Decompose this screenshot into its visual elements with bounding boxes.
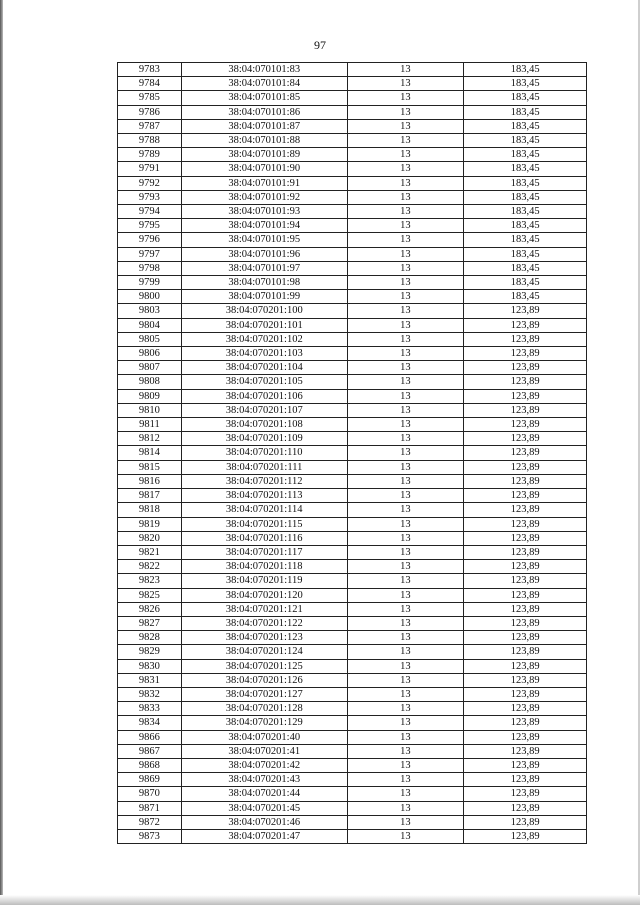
table-row bbox=[118, 190, 587, 204]
value-cell: 123,89 bbox=[464, 645, 587, 659]
cadastral-number-cell: 38:04:070101:94 bbox=[181, 219, 347, 233]
count-cell: 13 bbox=[347, 460, 464, 474]
table-row bbox=[118, 460, 587, 474]
value-cell: 123,89 bbox=[464, 730, 587, 744]
cadastral-number-cell: 38:04:070201:128 bbox=[181, 702, 347, 716]
table-row bbox=[118, 261, 587, 275]
row-number-cell: 9873 bbox=[118, 829, 182, 843]
row-number-cell: 9829 bbox=[118, 645, 182, 659]
cadastral-number-cell: 38:04:070201:46 bbox=[181, 815, 347, 829]
value-cell: 123,89 bbox=[464, 716, 587, 730]
cadastral-number-cell: 38:04:070201:45 bbox=[181, 801, 347, 815]
count-cell: 13 bbox=[347, 233, 464, 247]
cadastral-number-cell: 38:04:070201:129 bbox=[181, 716, 347, 730]
table-row bbox=[118, 63, 587, 77]
count-cell: 13 bbox=[347, 205, 464, 219]
table-row bbox=[118, 645, 587, 659]
count-cell: 13 bbox=[347, 545, 464, 559]
cadastral-number-cell: 38:04:070201:127 bbox=[181, 687, 347, 701]
value-cell: 183,45 bbox=[464, 261, 587, 275]
value-cell: 123,89 bbox=[464, 432, 587, 446]
row-number-cell: 9798 bbox=[118, 261, 182, 275]
row-number-cell: 9820 bbox=[118, 531, 182, 545]
count-cell: 13 bbox=[347, 190, 464, 204]
value-cell: 183,45 bbox=[464, 276, 587, 290]
row-number-cell: 9809 bbox=[118, 389, 182, 403]
count-cell: 13 bbox=[347, 304, 464, 318]
table-row bbox=[118, 531, 587, 545]
value-cell: 123,89 bbox=[464, 702, 587, 716]
value-cell: 123,89 bbox=[464, 545, 587, 559]
row-number-cell: 9822 bbox=[118, 560, 182, 574]
table-row bbox=[118, 659, 587, 673]
value-cell: 123,89 bbox=[464, 531, 587, 545]
row-number-cell: 9815 bbox=[118, 460, 182, 474]
cadastral-number-cell: 38:04:070101:93 bbox=[181, 205, 347, 219]
cadastral-number-cell: 38:04:070101:99 bbox=[181, 290, 347, 304]
cadastral-number-cell: 38:04:070201:106 bbox=[181, 389, 347, 403]
table-row bbox=[118, 503, 587, 517]
value-cell: 183,45 bbox=[464, 176, 587, 190]
row-number-cell: 9821 bbox=[118, 545, 182, 559]
row-number-cell: 9806 bbox=[118, 347, 182, 361]
table-row bbox=[118, 105, 587, 119]
table-row bbox=[118, 304, 587, 318]
cadastral-number-cell: 38:04:070101:97 bbox=[181, 261, 347, 275]
value-cell: 123,89 bbox=[464, 659, 587, 673]
table-row bbox=[118, 489, 587, 503]
page-number: 97 bbox=[314, 38, 326, 52]
cadastral-number-cell: 38:04:070101:90 bbox=[181, 162, 347, 176]
count-cell: 13 bbox=[347, 332, 464, 346]
row-number-cell: 9796 bbox=[118, 233, 182, 247]
scan-left-edge bbox=[0, 0, 3, 905]
cadastral-number-cell: 38:04:070201:117 bbox=[181, 545, 347, 559]
value-cell: 183,45 bbox=[464, 148, 587, 162]
row-number-cell: 9810 bbox=[118, 403, 182, 417]
row-number-cell: 9784 bbox=[118, 77, 182, 91]
value-cell: 183,45 bbox=[464, 162, 587, 176]
count-cell: 13 bbox=[347, 801, 464, 815]
value-cell: 123,89 bbox=[464, 758, 587, 772]
cadastral-number-cell: 38:04:070201:119 bbox=[181, 574, 347, 588]
count-cell: 13 bbox=[347, 829, 464, 843]
cadastral-number-cell: 38:04:070201:103 bbox=[181, 347, 347, 361]
count-cell: 13 bbox=[347, 773, 464, 787]
count-cell: 13 bbox=[347, 687, 464, 701]
value-cell: 123,89 bbox=[464, 474, 587, 488]
value-cell: 123,89 bbox=[464, 616, 587, 630]
cadastral-number-cell: 38:04:070201:40 bbox=[181, 730, 347, 744]
value-cell: 123,89 bbox=[464, 801, 587, 815]
count-cell: 13 bbox=[347, 105, 464, 119]
value-cell: 123,89 bbox=[464, 787, 587, 801]
row-number-cell: 9785 bbox=[118, 91, 182, 105]
row-number-cell: 9832 bbox=[118, 687, 182, 701]
value-cell: 183,45 bbox=[464, 105, 587, 119]
cadastral-number-cell: 38:04:070201:115 bbox=[181, 517, 347, 531]
cadastral-number-cell: 38:04:070201:109 bbox=[181, 432, 347, 446]
table-row bbox=[118, 687, 587, 701]
row-number-cell: 9807 bbox=[118, 361, 182, 375]
value-cell: 123,89 bbox=[464, 744, 587, 758]
cadastral-number-cell: 38:04:070201:126 bbox=[181, 673, 347, 687]
value-cell: 183,45 bbox=[464, 290, 587, 304]
cadastral-number-cell: 38:04:070101:96 bbox=[181, 247, 347, 261]
table-row bbox=[118, 91, 587, 105]
row-number-cell: 9794 bbox=[118, 205, 182, 219]
count-cell: 13 bbox=[347, 63, 464, 77]
cadastral-number-cell: 38:04:070101:91 bbox=[181, 176, 347, 190]
table-row bbox=[118, 758, 587, 772]
value-cell: 123,89 bbox=[464, 361, 587, 375]
table-row bbox=[118, 332, 587, 346]
row-number-cell: 9795 bbox=[118, 219, 182, 233]
value-cell: 123,89 bbox=[464, 673, 587, 687]
row-number-cell: 9827 bbox=[118, 616, 182, 630]
table-row bbox=[118, 517, 587, 531]
cadastral-number-cell: 38:04:070201:110 bbox=[181, 446, 347, 460]
table-row bbox=[118, 162, 587, 176]
count-cell: 13 bbox=[347, 176, 464, 190]
value-cell: 183,45 bbox=[464, 63, 587, 77]
table-row bbox=[118, 361, 587, 375]
row-number-cell: 9803 bbox=[118, 304, 182, 318]
row-number-cell: 9819 bbox=[118, 517, 182, 531]
row-number-cell: 9797 bbox=[118, 247, 182, 261]
cadastral-number-cell: 38:04:070201:121 bbox=[181, 602, 347, 616]
row-number-cell: 9828 bbox=[118, 631, 182, 645]
table-row bbox=[118, 588, 587, 602]
count-cell: 13 bbox=[347, 787, 464, 801]
cadastral-number-cell: 38:04:070201:120 bbox=[181, 588, 347, 602]
value-cell: 123,89 bbox=[464, 687, 587, 701]
row-number-cell: 9793 bbox=[118, 190, 182, 204]
row-number-cell: 9830 bbox=[118, 659, 182, 673]
row-number-cell: 9805 bbox=[118, 332, 182, 346]
table-row bbox=[118, 631, 587, 645]
count-cell: 13 bbox=[347, 418, 464, 432]
table-row bbox=[118, 815, 587, 829]
value-cell: 123,89 bbox=[464, 403, 587, 417]
count-cell: 13 bbox=[347, 403, 464, 417]
cadastral-number-cell: 38:04:070201:101 bbox=[181, 318, 347, 332]
table-row bbox=[118, 318, 587, 332]
table-row bbox=[118, 347, 587, 361]
cadastral-number-cell: 38:04:070201:111 bbox=[181, 460, 347, 474]
cadastral-number-cell: 38:04:070201:113 bbox=[181, 489, 347, 503]
count-cell: 13 bbox=[347, 645, 464, 659]
row-number-cell: 9868 bbox=[118, 758, 182, 772]
table-row bbox=[118, 560, 587, 574]
count-cell: 13 bbox=[347, 91, 464, 105]
table-row bbox=[118, 375, 587, 389]
value-cell: 123,89 bbox=[464, 602, 587, 616]
count-cell: 13 bbox=[347, 602, 464, 616]
count-cell: 13 bbox=[347, 375, 464, 389]
value-cell: 123,89 bbox=[464, 574, 587, 588]
cadastral-number-cell: 38:04:070201:104 bbox=[181, 361, 347, 375]
count-cell: 13 bbox=[347, 474, 464, 488]
count-cell: 13 bbox=[347, 361, 464, 375]
count-cell: 13 bbox=[347, 631, 464, 645]
row-number-cell: 9818 bbox=[118, 503, 182, 517]
count-cell: 13 bbox=[347, 318, 464, 332]
value-cell: 183,45 bbox=[464, 205, 587, 219]
value-cell: 123,89 bbox=[464, 815, 587, 829]
table-row bbox=[118, 219, 587, 233]
value-cell: 123,89 bbox=[464, 347, 587, 361]
count-cell: 13 bbox=[347, 389, 464, 403]
count-cell: 13 bbox=[347, 560, 464, 574]
row-number-cell: 9831 bbox=[118, 673, 182, 687]
cadastral-number-cell: 38:04:070201:41 bbox=[181, 744, 347, 758]
registry-table bbox=[117, 62, 587, 844]
table-row bbox=[118, 673, 587, 687]
row-number-cell: 9871 bbox=[118, 801, 182, 815]
row-number-cell: 9811 bbox=[118, 418, 182, 432]
row-number-cell: 9872 bbox=[118, 815, 182, 829]
row-number-cell: 9792 bbox=[118, 176, 182, 190]
cadastral-number-cell: 38:04:070201:112 bbox=[181, 474, 347, 488]
cadastral-number-cell: 38:04:070201:123 bbox=[181, 631, 347, 645]
table-row bbox=[118, 205, 587, 219]
table-row bbox=[118, 801, 587, 815]
count-cell: 13 bbox=[347, 758, 464, 772]
table-row bbox=[118, 744, 587, 758]
cadastral-number-cell: 38:04:070201:43 bbox=[181, 773, 347, 787]
value-cell: 123,89 bbox=[464, 318, 587, 332]
cadastral-number-cell: 38:04:070201:118 bbox=[181, 560, 347, 574]
table-row bbox=[118, 290, 587, 304]
row-number-cell: 9833 bbox=[118, 702, 182, 716]
value-cell: 123,89 bbox=[464, 829, 587, 843]
row-number-cell: 9812 bbox=[118, 432, 182, 446]
table-row bbox=[118, 148, 587, 162]
count-cell: 13 bbox=[347, 134, 464, 148]
value-cell: 183,45 bbox=[464, 190, 587, 204]
cadastral-number-cell: 38:04:070201:47 bbox=[181, 829, 347, 843]
cadastral-number-cell: 38:04:070201:107 bbox=[181, 403, 347, 417]
row-number-cell: 9823 bbox=[118, 574, 182, 588]
row-number-cell: 9825 bbox=[118, 588, 182, 602]
cadastral-number-cell: 38:04:070201:105 bbox=[181, 375, 347, 389]
table-row bbox=[118, 716, 587, 730]
row-number-cell: 9814 bbox=[118, 446, 182, 460]
cadastral-number-cell: 38:04:070101:85 bbox=[181, 91, 347, 105]
count-cell: 13 bbox=[347, 531, 464, 545]
cadastral-number-cell: 38:04:070101:92 bbox=[181, 190, 347, 204]
row-number-cell: 9804 bbox=[118, 318, 182, 332]
table-row bbox=[118, 233, 587, 247]
table-row bbox=[118, 730, 587, 744]
row-number-cell: 9834 bbox=[118, 716, 182, 730]
row-number-cell: 9791 bbox=[118, 162, 182, 176]
cadastral-number-cell: 38:04:070101:86 bbox=[181, 105, 347, 119]
cadastral-number-cell: 38:04:070201:42 bbox=[181, 758, 347, 772]
count-cell: 13 bbox=[347, 588, 464, 602]
row-number-cell: 9788 bbox=[118, 134, 182, 148]
count-cell: 13 bbox=[347, 517, 464, 531]
table-row bbox=[118, 247, 587, 261]
row-number-cell: 9826 bbox=[118, 602, 182, 616]
cadastral-number-cell: 38:04:070201:108 bbox=[181, 418, 347, 432]
row-number-cell: 9869 bbox=[118, 773, 182, 787]
cadastral-number-cell: 38:04:070101:89 bbox=[181, 148, 347, 162]
cadastral-number-cell: 38:04:070101:88 bbox=[181, 134, 347, 148]
value-cell: 123,89 bbox=[464, 560, 587, 574]
table-row bbox=[118, 119, 587, 133]
cadastral-number-cell: 38:04:070201:102 bbox=[181, 332, 347, 346]
value-cell: 123,89 bbox=[464, 489, 587, 503]
cadastral-number-cell: 38:04:070201:122 bbox=[181, 616, 347, 630]
row-number-cell: 9816 bbox=[118, 474, 182, 488]
cadastral-number-cell: 38:04:070101:87 bbox=[181, 119, 347, 133]
table-row bbox=[118, 276, 587, 290]
count-cell: 13 bbox=[347, 77, 464, 91]
row-number-cell: 9800 bbox=[118, 290, 182, 304]
table-row bbox=[118, 432, 587, 446]
count-cell: 13 bbox=[347, 247, 464, 261]
value-cell: 123,89 bbox=[464, 375, 587, 389]
value-cell: 183,45 bbox=[464, 134, 587, 148]
table-row bbox=[118, 403, 587, 417]
value-cell: 183,45 bbox=[464, 219, 587, 233]
table-row bbox=[118, 389, 587, 403]
table-row bbox=[118, 616, 587, 630]
cadastral-number-cell: 38:04:070101:83 bbox=[181, 63, 347, 77]
value-cell: 123,89 bbox=[464, 389, 587, 403]
count-cell: 13 bbox=[347, 148, 464, 162]
value-cell: 183,45 bbox=[464, 91, 587, 105]
table-row bbox=[118, 702, 587, 716]
table-row bbox=[118, 446, 587, 460]
value-cell: 183,45 bbox=[464, 119, 587, 133]
row-number-cell: 9786 bbox=[118, 105, 182, 119]
registry-table-body bbox=[118, 63, 587, 844]
table-row bbox=[118, 134, 587, 148]
count-cell: 13 bbox=[347, 673, 464, 687]
count-cell: 13 bbox=[347, 489, 464, 503]
table-row bbox=[118, 418, 587, 432]
row-number-cell: 9789 bbox=[118, 148, 182, 162]
value-cell: 123,89 bbox=[464, 773, 587, 787]
count-cell: 13 bbox=[347, 716, 464, 730]
cadastral-number-cell: 38:04:070101:95 bbox=[181, 233, 347, 247]
cadastral-number-cell: 38:04:070201:100 bbox=[181, 304, 347, 318]
row-number-cell: 9783 bbox=[118, 63, 182, 77]
value-cell: 123,89 bbox=[464, 418, 587, 432]
row-number-cell: 9866 bbox=[118, 730, 182, 744]
table-row bbox=[118, 773, 587, 787]
row-number-cell: 9787 bbox=[118, 119, 182, 133]
count-cell: 13 bbox=[347, 432, 464, 446]
count-cell: 13 bbox=[347, 162, 464, 176]
value-cell: 123,89 bbox=[464, 517, 587, 531]
cadastral-number-cell: 38:04:070201:125 bbox=[181, 659, 347, 673]
table-row bbox=[118, 829, 587, 843]
value-cell: 123,89 bbox=[464, 332, 587, 346]
table-row bbox=[118, 545, 587, 559]
scan-bottom-edge bbox=[0, 895, 640, 905]
count-cell: 13 bbox=[347, 276, 464, 290]
count-cell: 13 bbox=[347, 744, 464, 758]
value-cell: 183,45 bbox=[464, 77, 587, 91]
row-number-cell: 9808 bbox=[118, 375, 182, 389]
count-cell: 13 bbox=[347, 219, 464, 233]
value-cell: 123,89 bbox=[464, 588, 587, 602]
cadastral-number-cell: 38:04:070201:116 bbox=[181, 531, 347, 545]
count-cell: 13 bbox=[347, 659, 464, 673]
table-row bbox=[118, 176, 587, 190]
row-number-cell: 9867 bbox=[118, 744, 182, 758]
row-number-cell: 9817 bbox=[118, 489, 182, 503]
count-cell: 13 bbox=[347, 503, 464, 517]
count-cell: 13 bbox=[347, 446, 464, 460]
count-cell: 13 bbox=[347, 815, 464, 829]
value-cell: 183,45 bbox=[464, 247, 587, 261]
value-cell: 183,45 bbox=[464, 233, 587, 247]
cadastral-number-cell: 38:04:070101:84 bbox=[181, 77, 347, 91]
value-cell: 123,89 bbox=[464, 503, 587, 517]
value-cell: 123,89 bbox=[464, 304, 587, 318]
count-cell: 13 bbox=[347, 261, 464, 275]
row-number-cell: 9870 bbox=[118, 787, 182, 801]
count-cell: 13 bbox=[347, 616, 464, 630]
count-cell: 13 bbox=[347, 574, 464, 588]
value-cell: 123,89 bbox=[464, 460, 587, 474]
cadastral-number-cell: 38:04:070201:44 bbox=[181, 787, 347, 801]
cadastral-number-cell: 38:04:070101:98 bbox=[181, 276, 347, 290]
row-number-cell: 9799 bbox=[118, 276, 182, 290]
value-cell: 123,89 bbox=[464, 446, 587, 460]
count-cell: 13 bbox=[347, 290, 464, 304]
value-cell: 123,89 bbox=[464, 631, 587, 645]
table-row bbox=[118, 77, 587, 91]
table-row bbox=[118, 474, 587, 488]
count-cell: 13 bbox=[347, 702, 464, 716]
count-cell: 13 bbox=[347, 347, 464, 361]
count-cell: 13 bbox=[347, 119, 464, 133]
cadastral-number-cell: 38:04:070201:124 bbox=[181, 645, 347, 659]
cadastral-number-cell: 38:04:070201:114 bbox=[181, 503, 347, 517]
table-row bbox=[118, 787, 587, 801]
table-row bbox=[118, 574, 587, 588]
count-cell: 13 bbox=[347, 730, 464, 744]
table-row bbox=[118, 602, 587, 616]
